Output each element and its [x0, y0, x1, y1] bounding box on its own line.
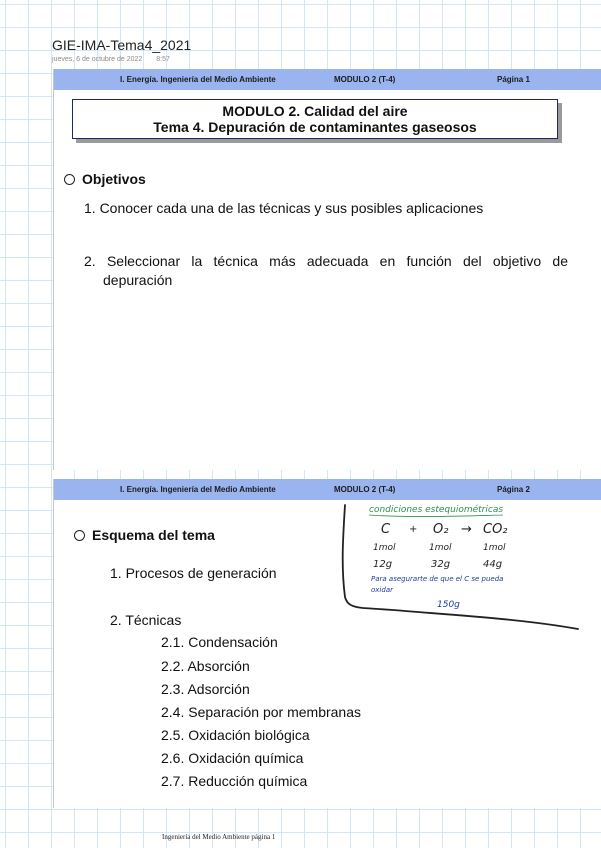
ink-mol-3: 1mol — [483, 543, 506, 553]
header-course: I. Energía. Ingeniería del Medio Ambiente — [120, 75, 276, 84]
header-module: MODULO 2 (T-4) — [334, 485, 396, 494]
ink-eq-c: C — [381, 522, 391, 537]
outline-subitem: 2.5. Oxidación biológica — [161, 727, 310, 743]
notebook-title[interactable]: GIE-IMA-Tema4_2021 — [52, 37, 192, 53]
outline-subitem: 2.2. Absorción — [161, 658, 250, 674]
ink-note-line-2: oxidar — [371, 586, 393, 594]
outline-subitem: 2.4. Separación por membranas — [161, 704, 361, 720]
ink-amount: 150g — [437, 600, 460, 610]
outline-item-1: 1. Procesos de generación — [110, 565, 277, 581]
handwritten-annotation[interactable] — [333, 497, 593, 637]
section-heading — [64, 171, 146, 187]
outline-subitem: 2.3. Adsorción — [161, 681, 250, 697]
header-module: MODULO 2 (T-4) — [334, 75, 396, 84]
title-box — [72, 99, 558, 139]
outline-subitem: 2.7. Reducción química — [161, 773, 308, 789]
section-heading — [74, 527, 215, 543]
ink-eq-co2: CO₂ — [483, 522, 508, 537]
ink-mol-2: 1mol — [429, 543, 452, 553]
ink-mass-1: 12g — [373, 559, 393, 570]
objective-1: 1. Conocer cada una de las técnicas y sus posibles aplicaciones — [84, 200, 484, 216]
ink-eq-o2: O₂ — [433, 522, 449, 537]
page-footer: Ingeniería del Medio Ambiente página 1 — [162, 833, 276, 841]
ink-underline — [369, 515, 503, 517]
title-line-2: Tema 4. Depuración de contaminantes gaseosos — [153, 119, 477, 135]
ink-eq-arrow: → — [461, 522, 472, 537]
slide-header — [54, 69, 601, 90]
ink-heading: condiciones estequiométricas — [369, 505, 504, 515]
ink-mass-2: 32g — [431, 559, 451, 570]
header-course: I. Energía. Ingeniería del Medio Ambiente — [120, 485, 276, 494]
outline-item-2: 2. Técnicas — [110, 612, 182, 628]
ink-note-line-1: Para asegurarte de que el C se pueda — [371, 575, 504, 583]
header-page: Página 2 — [497, 485, 530, 494]
ink-eq-plus: + — [409, 524, 418, 535]
outline-subitem: 2.6. Oxidación química — [161, 750, 304, 766]
title-line-1: MODULO 2. Calidad del aire — [222, 103, 408, 119]
section-heading-text: Esquema del tema — [92, 527, 215, 543]
objective-2: 2. Seleccionar la técnica más adecuada en función del objetivo de — [84, 253, 568, 269]
circle-bullet-icon — [64, 174, 75, 185]
ink-mol-1: 1mol — [373, 543, 396, 553]
notebook-date — [52, 56, 170, 63]
circle-bullet-icon — [74, 530, 85, 541]
objective-2-continued: depuración — [103, 272, 173, 288]
slide-page-1 — [53, 69, 601, 470]
time-text: 8:57 — [156, 56, 170, 63]
header-page: Página 1 — [497, 75, 530, 84]
outline-subitem: 2.1. Condensación — [161, 634, 278, 650]
date-text: jueves, 6 de octubre de 2022 — [52, 56, 143, 63]
ink-mass-3: 44g — [483, 559, 503, 570]
section-heading-text: Objetivos — [82, 171, 146, 187]
